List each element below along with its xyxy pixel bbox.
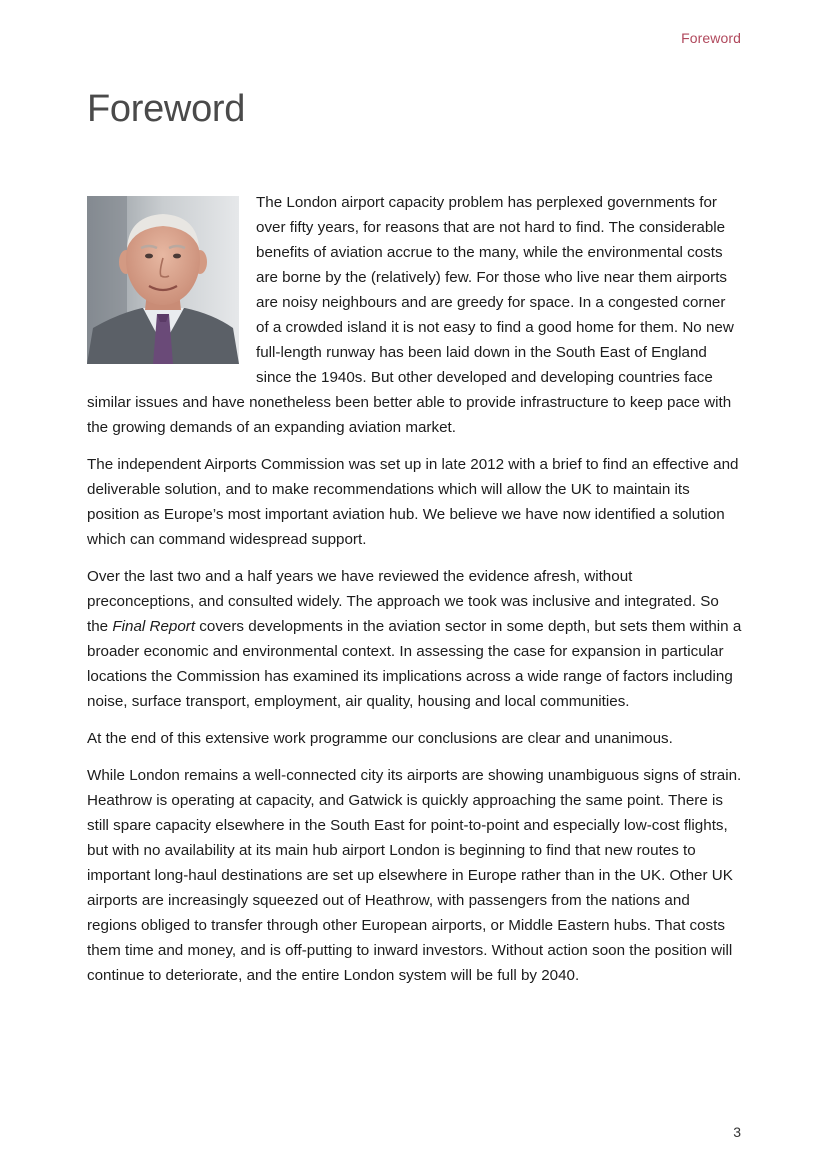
- paragraph: The independent Airports Commission was set up in late 2012 with a brief to find an effective and deliverable solution, and to make recommendations which will allow the UK to maintain its position as Europe’s most important aviation hub. We believe we have now identified a solution which can command widespread support.: [87, 456, 739, 548]
- page-title: Foreword: [87, 88, 246, 130]
- author-portrait: [87, 196, 239, 364]
- paragraph: At the end of this extensive work programme our conclusions are clear and unanimous.: [87, 730, 673, 747]
- foreword-body: [87, 190, 742, 1000]
- page-number: 3: [733, 1124, 741, 1140]
- paragraph: While London remains a well-connected city its airports are showing unambiguous signs of strain. Heathrow is operating at capacity, and Gatwick is quickly approaching the same point. There is still spare capacity elsewhere in the South East for point-to-point and especially low-cost flights, but with no availability at its main hub airport London is beginning to find that new routes to important long-haul destinations are set up elsewhere in Europe rather than in the UK. Other UK airports are increasingly squeezed out of Heathrow, with passengers from the nations and regions obliged to transfer through other European airports, or Middle Eastern hubs. That costs them time and money, and is off-putting to inward investors. Without action soon the position will continue to deteriorate, and the entire London system will be full by 2040.: [87, 767, 742, 984]
- paragraph: The London airport capacity problem has perplexed governments for over fifty years, for reasons that are not hard to find. The considerable benefits of aviation accrue to the many, while the environmental costs are borne by the (relatively) few. For those who live near them airports are noisy neighbours and are greedy for space. In a congested corner of a crowded island it is not easy to find a good home for them. No new full-length runway has been laid down in the South East of England since the 1940s. But other developed and developing countries face similar issues and have nonetheless been better able to provide infrastructure to keep pace with the growing demands of an expanding aviation market.: [87, 194, 734, 436]
- report-title-italic: Final Report: [112, 618, 196, 635]
- paragraph-text: Over the last two and a half years we have reviewed the evidence afresh, without preconceptions, and consulted widely. The approach we took was inclusive and integrated. So the: [87, 568, 719, 635]
- paragraph: [87, 564, 742, 714]
- running-head: Foreword: [681, 30, 741, 46]
- paragraph-text: covers developments in the aviation sector in some depth, but sets them within a broader economic and environmental context. In assessing the case for expansion in particular locations the Commission has examined its implications across a wide range of factors including noise, surface transport, employment, air quality, housing and local communities.: [87, 618, 742, 710]
